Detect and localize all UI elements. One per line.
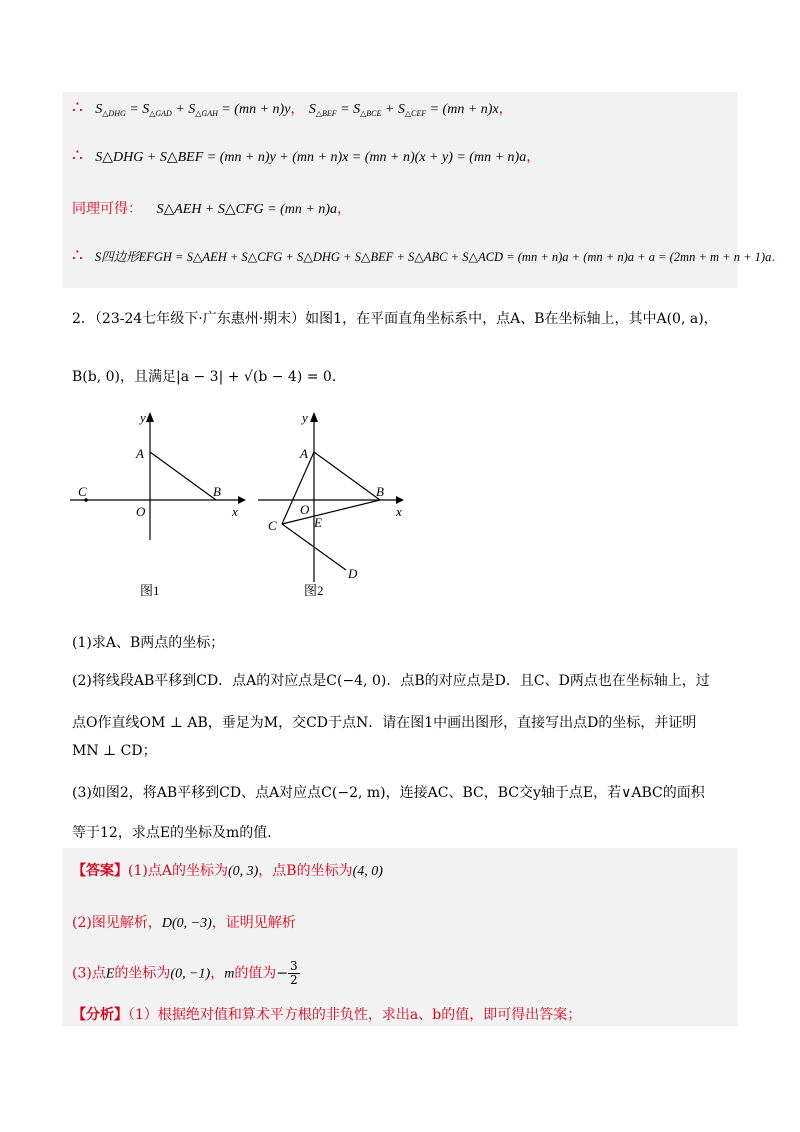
label-e: E <box>314 515 322 530</box>
answer-var: E <box>105 966 115 982</box>
formula-part: = (mn + n)x <box>426 102 499 117</box>
separator: ， <box>336 201 351 217</box>
question-2-line-1 <box>72 670 710 690</box>
question-3-line-2 <box>72 822 281 842</box>
analysis-label: 【分析】 <box>72 1007 128 1023</box>
formula-sub: △CEF <box>404 109 427 118</box>
answer-coord: (0, −1) <box>170 966 211 982</box>
answer-coord: (0, 3) <box>227 864 259 879</box>
label-o: O <box>136 504 146 519</box>
solution-line-1 <box>72 98 513 118</box>
question-2-text-2: 点O作直线OM ⊥ AB，垂足为M，交CD于点N．请在图1中画出图形，直接写出点D的坐标，并证明 <box>72 715 697 731</box>
answer-line-2 <box>72 912 296 932</box>
label-y: y <box>140 410 146 425</box>
similarly-label: 同理可得： <box>72 201 142 217</box>
label-o: O <box>300 502 310 517</box>
label-b: B <box>376 484 384 499</box>
problem-number: 2． <box>72 311 95 327</box>
fraction-denominator: 2 <box>290 973 298 987</box>
segment-bc <box>282 500 380 524</box>
y-axis-arrow <box>310 412 318 422</box>
answer-text: (3)点 <box>72 965 106 982</box>
formula-sub: △DHG <box>102 109 126 118</box>
problem-intro-text: （23-24七年级下·广东惠州·期末）如图1，在平面直角坐标系中，点A、B在坐标轴上，其中A(0, a)， <box>94 311 718 327</box>
label-x: x <box>396 504 402 519</box>
separator: ， <box>498 101 513 117</box>
analysis-line <box>72 1004 581 1024</box>
formula-sub: △GAH <box>195 109 218 118</box>
label-a: A <box>136 446 144 461</box>
answer-sign: − <box>276 965 289 982</box>
separator: ， <box>526 149 541 165</box>
therefore-symbol: ∴ <box>72 246 83 266</box>
answer-text: (2)图见解析， <box>72 915 162 931</box>
formula-part: = (mn + n)y <box>217 102 291 117</box>
figure-2 <box>250 400 420 610</box>
answer-text: (1)点A的坐标为 <box>128 863 228 879</box>
formula: S△DHG + S△BEF = (mn + n)y + (mn + n)x = (mn + n)(x + y) = (mn + n)a <box>95 150 527 165</box>
formula: S四边形EFGH = S△AEH + S△CFG + S△DHG + S△BEF + S△ABC + S△ACD = (mn + n)a + (mn + n)a + a = (2mn + m + n + 1)a <box>94 250 772 264</box>
answer-text: 的值为 <box>234 965 277 982</box>
separator: . <box>771 249 776 264</box>
solution-line-2 <box>72 146 540 166</box>
figure-1-caption: 图1 <box>140 583 160 598</box>
segment-ab <box>314 452 380 500</box>
answer-text: ， <box>210 965 225 982</box>
question-1-text: (1)求A、B两点的坐标； <box>72 635 225 651</box>
answer-fraction <box>288 960 300 987</box>
figure-2-caption: 图2 <box>304 583 324 598</box>
figure-1 <box>68 400 248 610</box>
formula-sub: △GAD <box>149 109 172 118</box>
x-axis-arrow <box>238 496 246 504</box>
answer-var: m <box>224 966 235 982</box>
answer-line-1 <box>72 860 383 880</box>
therefore-symbol: ∴ <box>72 98 83 118</box>
label-d: D <box>348 566 358 581</box>
label-c: C <box>78 484 87 499</box>
question-2-text-3: MN ⊥ CD； <box>72 743 157 759</box>
formula: S△AEH + S△CFG = (mn + n)a <box>156 202 337 217</box>
fraction-numerator: 3 <box>290 959 298 973</box>
answer-text: 的坐标为 <box>114 965 171 982</box>
solution-line-3 <box>72 198 351 218</box>
problem-intro <box>72 308 718 328</box>
label-x: x <box>232 504 238 519</box>
formula-part: + S <box>171 102 196 117</box>
therefore-symbol: ∴ <box>72 146 83 166</box>
formula-part: S <box>95 102 103 117</box>
problem-condition <box>72 366 346 386</box>
solution-line-4 <box>72 246 775 266</box>
formula-part: = S <box>336 102 361 117</box>
analysis-text: （1）根据绝对值和算术平方根的非负性，求出a、b的值，即可得出答案； <box>128 1007 582 1023</box>
problem-condition-text: B(b, 0)，且满足|a − 3| + √(b − 4) = 0． <box>72 369 346 385</box>
formula-sub: △BCE <box>360 109 382 118</box>
formula-part: S <box>308 102 316 117</box>
answer-coord: D(0, −3) <box>161 916 212 931</box>
answer-line-3 <box>72 960 300 987</box>
label-a: A <box>300 446 308 461</box>
label-b: B <box>213 484 221 499</box>
question-2-text-1: (2)将线段AB平移到CD．点A的对应点是C(−4, 0)．点B的对应点是D．且C、D两点也在坐标轴上，过 <box>72 673 710 689</box>
label-c: C <box>268 518 277 533</box>
y-axis-arrow <box>146 412 154 422</box>
formula-part: + S <box>381 102 405 117</box>
x-axis-arrow <box>396 496 404 504</box>
question-2-line-3 <box>72 740 157 760</box>
answer-text: ，点B的坐标为 <box>258 863 353 879</box>
answer-text: ，证明见解析 <box>211 915 296 931</box>
formula-sub: △BEF <box>315 109 337 118</box>
formula-part: = S <box>125 102 150 117</box>
question-3-text-1: (3)如图2，将AB平移到CD、点A对应点C(−2, m)，连接AC、BC，BC交y轴于点E，若∨ABC的面积 <box>72 785 705 801</box>
question-3-text-2: 等于12，求点E的坐标及m的值． <box>72 825 282 841</box>
answer-coord: (4, 0) <box>352 864 383 879</box>
segment-ab <box>150 452 216 500</box>
separator: ， <box>290 101 305 117</box>
label-y: y <box>302 410 308 425</box>
answer-label: 【答案】 <box>72 863 128 879</box>
question-2-line-2 <box>72 712 696 732</box>
question-3-line-1 <box>72 782 705 802</box>
question-1 <box>72 632 224 652</box>
